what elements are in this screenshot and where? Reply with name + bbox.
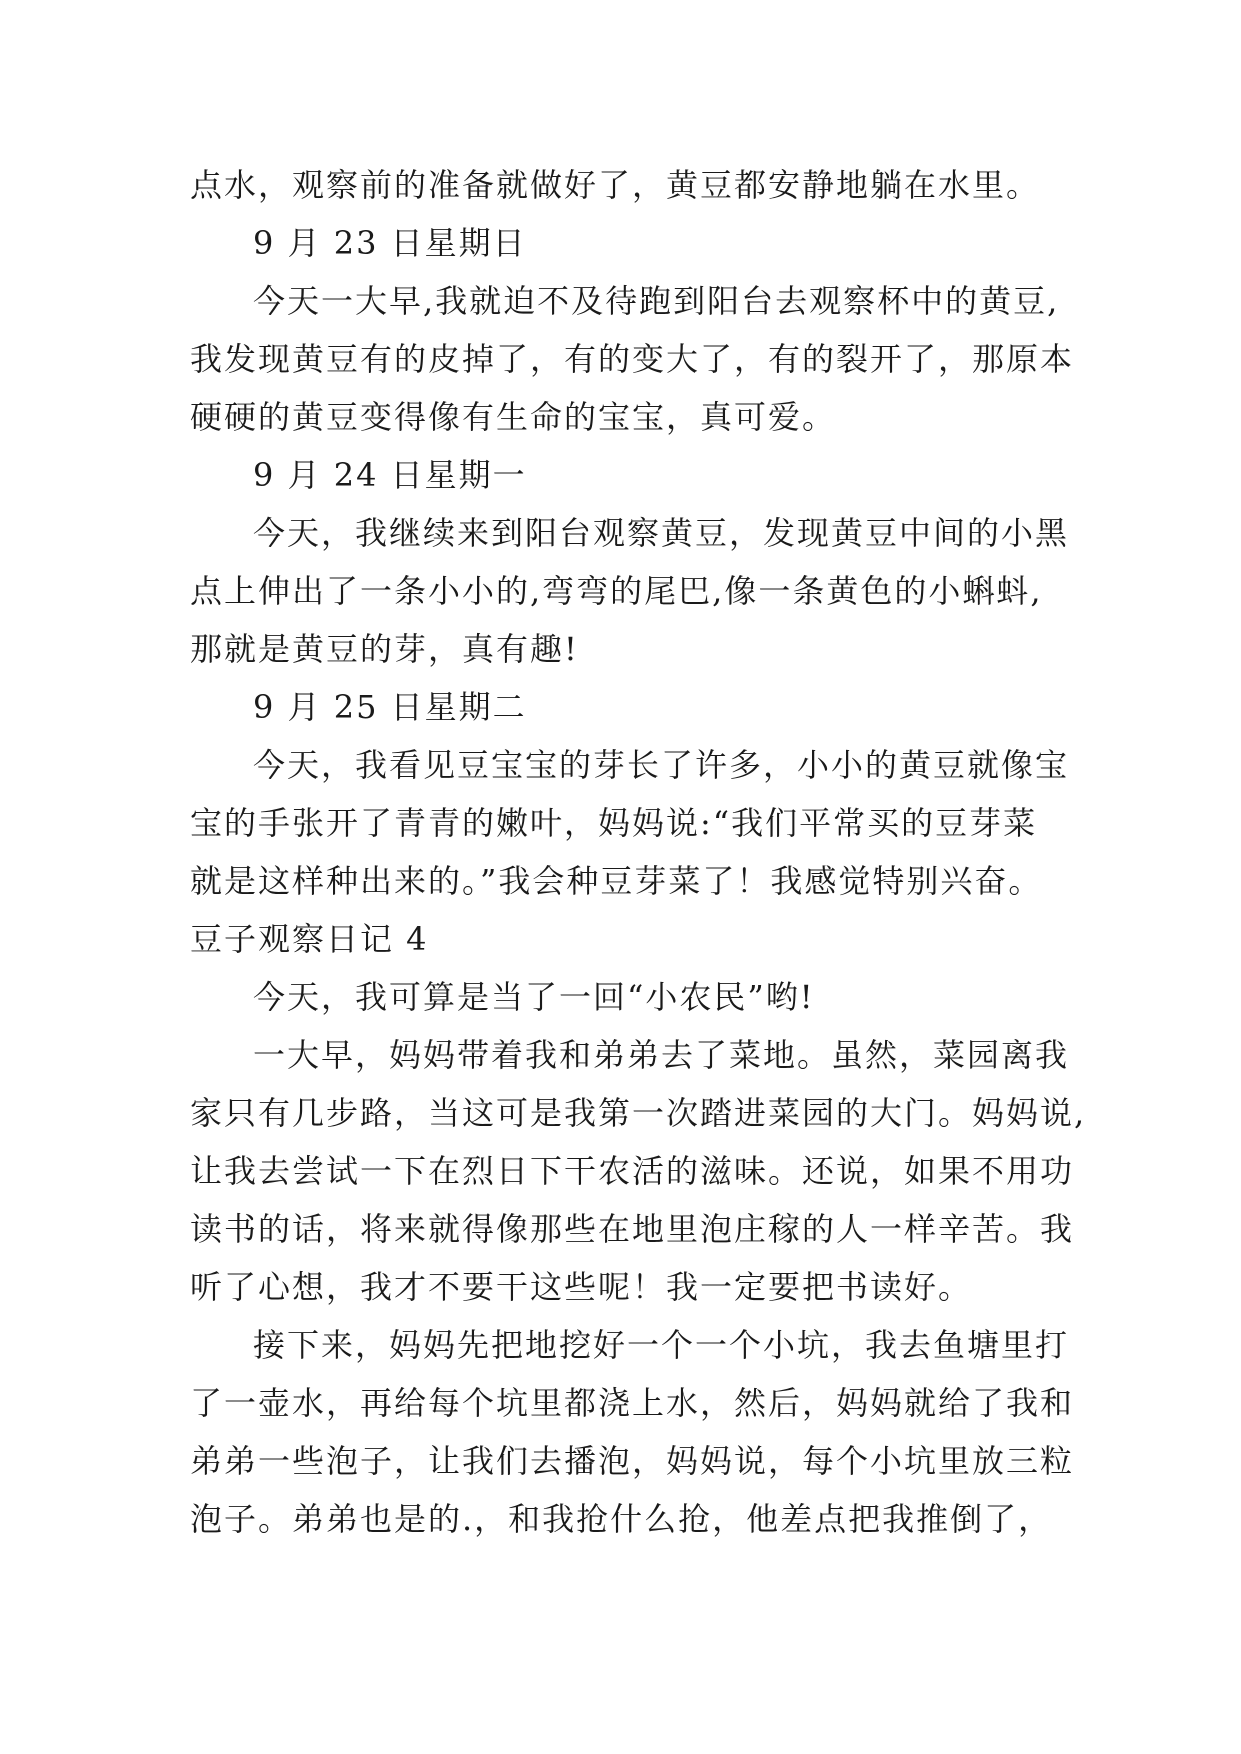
text-line: 让我去尝试一下在烈日下干农活的滋味。还说，如果不用功 bbox=[190, 1152, 1075, 1190]
text-line: 今天，我可算是当了一回“小农民”哟! bbox=[253, 978, 815, 1016]
text-line: 点水，观察前的准备就做好了，黄豆都安静地躺在水里。 bbox=[190, 166, 1041, 204]
text-line: 了一壶水，再给每个坑里都浇上水，然后，妈妈就给了我和 bbox=[190, 1384, 1075, 1422]
text-line: 一大早，妈妈带着我和弟弟去了菜地。虽然，菜园离我 bbox=[253, 1036, 1070, 1074]
text-line: 听了心想，我才不要干这些呢！我一定要把书读好。 bbox=[190, 1268, 973, 1306]
text-line: 读书的话，将来就得像那些在地里泡庄稼的人一样辛苦。我 bbox=[190, 1210, 1075, 1248]
text-line: 硬硬的黄豆变得像有生命的宝宝，真可爱。 bbox=[190, 398, 837, 436]
text-line: 我发现黄豆有的皮掉了，有的变大了，有的裂开了，那原本 bbox=[190, 340, 1075, 378]
text-line: 宝的手张开了青青的嫩叶，妈妈说:“我们平常买的豆芽菜 bbox=[190, 804, 1038, 842]
section-heading: 豆子观察日记 4 bbox=[190, 920, 429, 958]
text-line: 家只有几步路，当这可是我第一次踏进菜园的大门。妈妈说, bbox=[190, 1094, 1087, 1132]
text-line: 接下来，妈妈先把地挖好一个一个小坑，我去鱼塘里打 bbox=[253, 1326, 1070, 1364]
text-line: 今天一大早,我就迫不及待跑到阳台去观察杯中的黄豆, bbox=[253, 282, 1060, 320]
text-line: 泡子。弟弟也是的.，和我抢什么抢，他差点把我推倒了， bbox=[190, 1500, 1053, 1538]
text-line: 今天，我看见豆宝宝的芽长了许多，小小的黄豆就像宝 bbox=[253, 746, 1070, 784]
text-line: 那就是黄豆的芽，真有趣! bbox=[190, 630, 579, 668]
text-line: 就是这样种出来的。”我会种豆芽菜了！我感觉特别兴奋。 bbox=[190, 862, 1043, 900]
diary-date: 9 月 25 日星期二 bbox=[253, 688, 527, 726]
diary-date: 9 月 23 日星期日 bbox=[253, 224, 527, 262]
text-line: 今天，我继续来到阳台观察黄豆，发现黄豆中间的小黑 bbox=[253, 514, 1070, 552]
text-line: 弟弟一些泡子，让我们去播泡，妈妈说，每个小坑里放三粒 bbox=[190, 1442, 1075, 1480]
diary-date: 9 月 24 日星期一 bbox=[253, 456, 527, 494]
text-line: 点上伸出了一条小小的,弯弯的尾巴,像一条黄色的小蝌蚪, bbox=[190, 572, 1043, 610]
